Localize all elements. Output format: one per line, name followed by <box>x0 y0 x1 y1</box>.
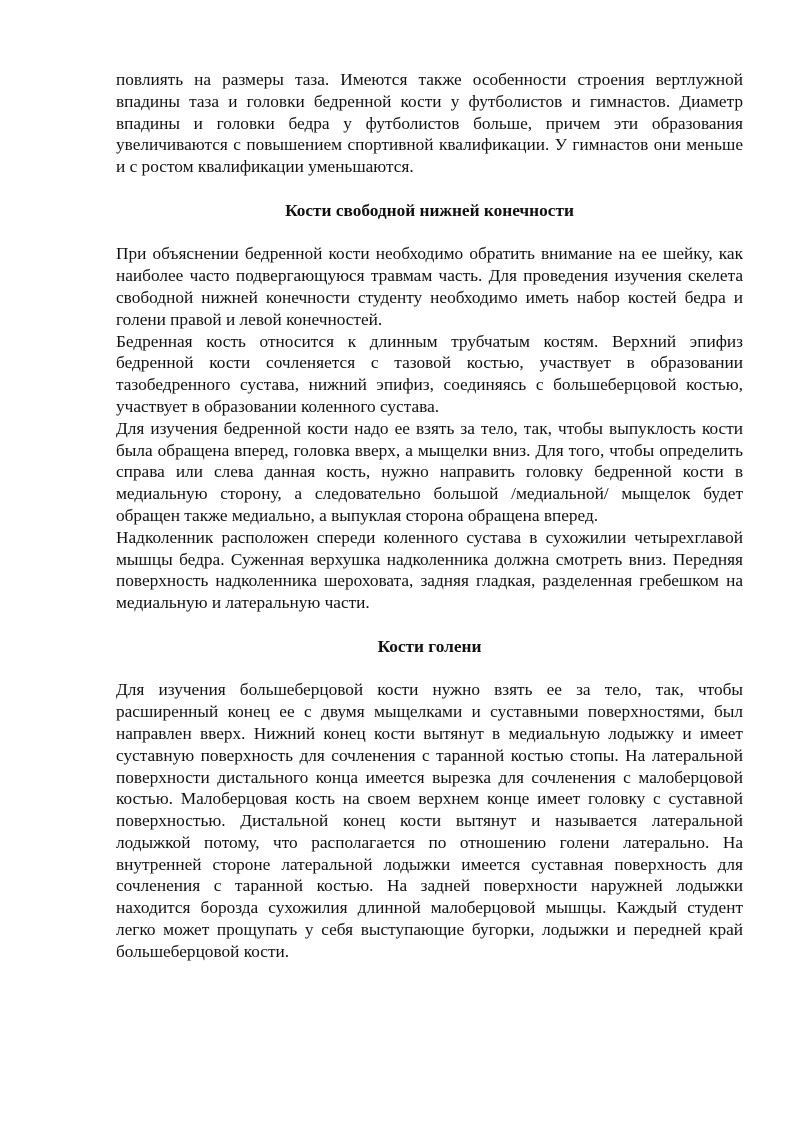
spacer <box>116 222 743 244</box>
paragraph: При объяснении бедренной кости необходимо обратить внимание на ее шейку, как наиболее часто подвергающуюся травмам часть. Для проведения изучения скелета свободной нижней конечности студенту необходимо иметь набор костей бедра и голени правой и левой конечностей. <box>116 244 743 329</box>
paragraph: Бедренная кость относится к длинным трубчатым костям. Верхний эпифиз бедренной кости сочленяется с тазовой костью, участвует в образовании тазобедренного сустава, нижний эпифиз, соединяясь с большеберцовой костью, участвует в образовании коленного сустава. <box>116 331 743 416</box>
paragraph: Надколенник расположен спереди коленного сустава в сухожилии четырехглавой мышцы бедра. Суженная верхушка надколенника должна смотреть вниз. Передняя поверхность надколенника шероховата, задняя гладкая, разделенная гребешком на медиальную и латеральную части. <box>116 527 743 613</box>
spacer <box>116 178 743 200</box>
document-page <box>116 69 743 963</box>
intro-paragraph: повлиять на размеры таза. Имеются также особенности строения вертлужной впадины таза и головки бедренной кости у футболистов и гимнастов. Диаметр впадины и головки бедра у футболистов больше, причем эти образования увеличиваются с повышением спортивной квалификации. У гимнастов они меньше и с ростом квалификации уменьшаются. <box>116 70 743 177</box>
section-heading-free-lower-limb: Кости свободной нижней конечности <box>285 200 574 220</box>
spacer <box>116 614 743 636</box>
section-heading-shin-bones: Кости голени <box>377 636 482 656</box>
spacer <box>116 658 743 680</box>
paragraph: Для изучения бедренной кости надо ее взять за тело, так, чтобы выпуклость кости была обращена вперед, головка вверх, а мыщелки вниз. Для того, чтобы определить справа или слева данная кость, нужно направить головку бедренной кости в медиальную сторону, а следовательно большой /медиальной/ мыщелок будет обращен также медиально, а выпуклая сторона обращена вперед. <box>116 418 743 525</box>
paragraph: Для изучения большеберцовой кости нужно взять ее за тело, так, чтобы расширенный конец ее с двумя мыщелками и суставными поверхностями, был направлен вверх. Нижний конец кости вытянут в медиальную лодыжку и имеет суставную поверхность для сочленения с таранной костью стопы. На латеральной поверхности дистального конца имеется вырезка для сочленения с малоберцовой костью. Малоберцовая кость на своем верхнем конце имеет головку с суставной поверхностью. Дистальной конец кости вытянут и называется латеральной лодыжкой потому, что располагается по отношению голени латерально. На внутренней стороне латеральной лодыжки имеется суставная поверхность для сочленения с таранной костью. На задней поверхности наружней лодыжки находится борозда сухожилия длинной малоберцовой мышцы. Каждый студент легко может прощупать у себя выступающие бугорки, лодыжки и передней край большеберцовой кости. <box>116 680 743 961</box>
